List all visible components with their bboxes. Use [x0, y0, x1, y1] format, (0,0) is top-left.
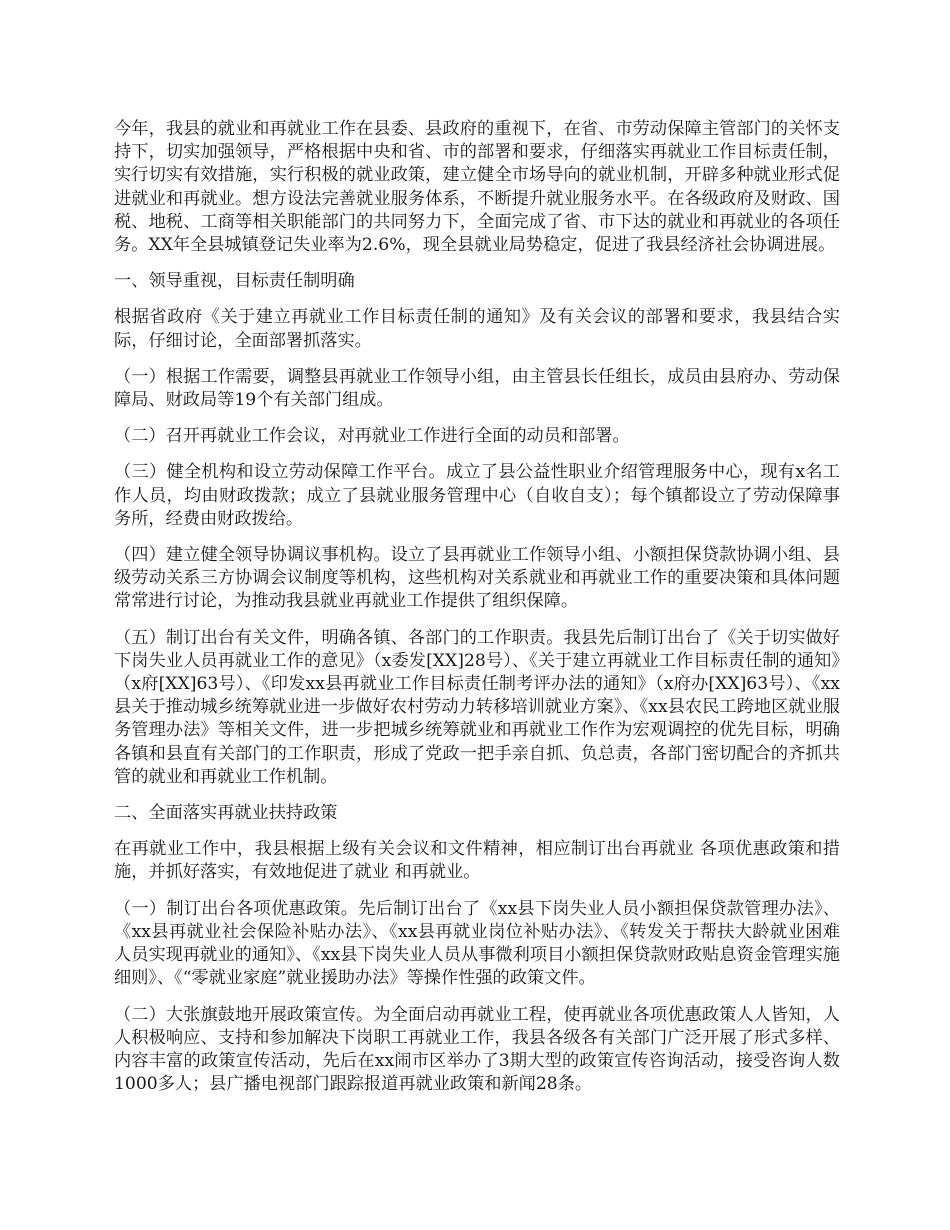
section-1-item-5: （五）制订出台有关文件，明确各镇、各部门的工作职责。我县先后制订出台了《关于切实做好下岗失业人员再就业工作的意见》（x委发[XX]28号）、《关于建立再就业工作目标责任制的通知》（x府[XX]63号）、《印发xx县再就业工作目标责任制考评办法的通知》（x府办[XX]63号）、《xx县关于推动城乡统筹就业进一步做好农村劳动力转移培训就业方案》、《xx县农民工跨地区就业服务管理办法》等相关文件，进一步把城乡统筹就业和再就业工作作为宏观调控的优先目标，明确各镇和县直有关部门的工作职责，形成了党政一把手亲自抓、负总责，各部门密切配合的齐抓共管的就业和再就业工作机制。 [114, 627, 840, 787]
section-1-intro-paragraph: 根据省政府《关于建立再就业工作目标责任制的通知》及有关会议的部署和要求，我县结合实际，仔细讨论，全面部署抓落实。 [114, 307, 840, 351]
section-1-item-1: （一）根据工作需要，调整县再就业工作领导小组，由主管县长任组长，成员由县府办、劳动保障局、财政局等19个有关部门组成。 [114, 366, 840, 411]
section-heading-2: 二、全面落实再就业扶持政策 [114, 803, 338, 824]
section-2-item-1: （一）制订出台各项优惠政策。先后制订出台了《xx县下岗失业人员小额担保贷款管理办法》、《xx县再就业社会保险补贴办法》、《xx县再就业岗位补贴办法》、《转发关于帮扶大龄就业困难人员实现再就业的通知》、《xx县下岗失业人员从事微利项目小额担保贷款财政贴息资金管理实施细则》、《“零就业家庭”就业援助办法》等操作性强的政策文件。 [114, 898, 840, 989]
section-1-item-3: （三）健全机构和设立劳动保障工作平台。成立了县公益性职业介绍管理服务中心，现有x名工作人员，均由财政拨款；成立了县就业服务管理中心（自收自支）；每个镇都设立了劳动保障事务所，经费由财政拨给。 [114, 462, 840, 529]
section-2-item-2: （二）大张旗鼓地开展政策宣传。为全面启动再就业工程，使再就业各项优惠政策人人皆知，人人积极响应、支持和参加解决下岗职工再就业工作，我县各级各有关部门广泛开展了形式多样、内容丰富的政策宣传活动，先后在xx闹市区举办了3期大型的政策宣传咨询活动，接受咨询人数1000多人；县广播电视部门跟踪报道再就业政策和新闻28条。 [114, 1004, 840, 1095]
section-1-item-4: （四）建立健全领导协调议事机构。设立了县再就业工作领导小组、小额担保贷款协调小组、县级劳动关系三方协调会议制度等机构，这些机构对关系就业和再就业工作的重要决策和具体问题常常进行讨论，为推动我县就业再就业工作提供了组织保障。 [114, 545, 840, 612]
document-body [114, 118, 840, 1109]
section-heading-1: 一、领导重视，目标责任制明确 [114, 271, 355, 292]
intro-paragraph: 今年，我县的就业和再就业工作在县委、县政府的重视下，在省、市劳动保障主管部门的关怀支持下，切实加强领导，严格根据中央和省、市的部署和要求，仔细落实再就业工作目标责任制，实行切实有效措施，实行积极的就业政策，建立健全市场导向的就业机制，开辟多种就业形式促进就业和再就业。想方设法完善就业服务体系，不断提升就业服务水平。在各级政府及财政、国税、地税、工商等相关职能部门的共同努力下，全面完成了省、市下达的就业和再就业的各项任务。XX年全县城镇登记失业率为2.6%，现全县就业局势稳定，促进了我县经济社会协调进展。 [114, 119, 840, 256]
section-1-item-2: （二）召开再就业工作会议，对再就业工作进行全面的动员和部署。 [114, 426, 630, 447]
section-2-intro-paragraph: 在再就业工作中，我县根据上级有关会议和文件精神，相应制订出台再就业 各项优惠政策和措施，并抓好落实，有效地促进了就业 和再就业。 [114, 839, 840, 883]
